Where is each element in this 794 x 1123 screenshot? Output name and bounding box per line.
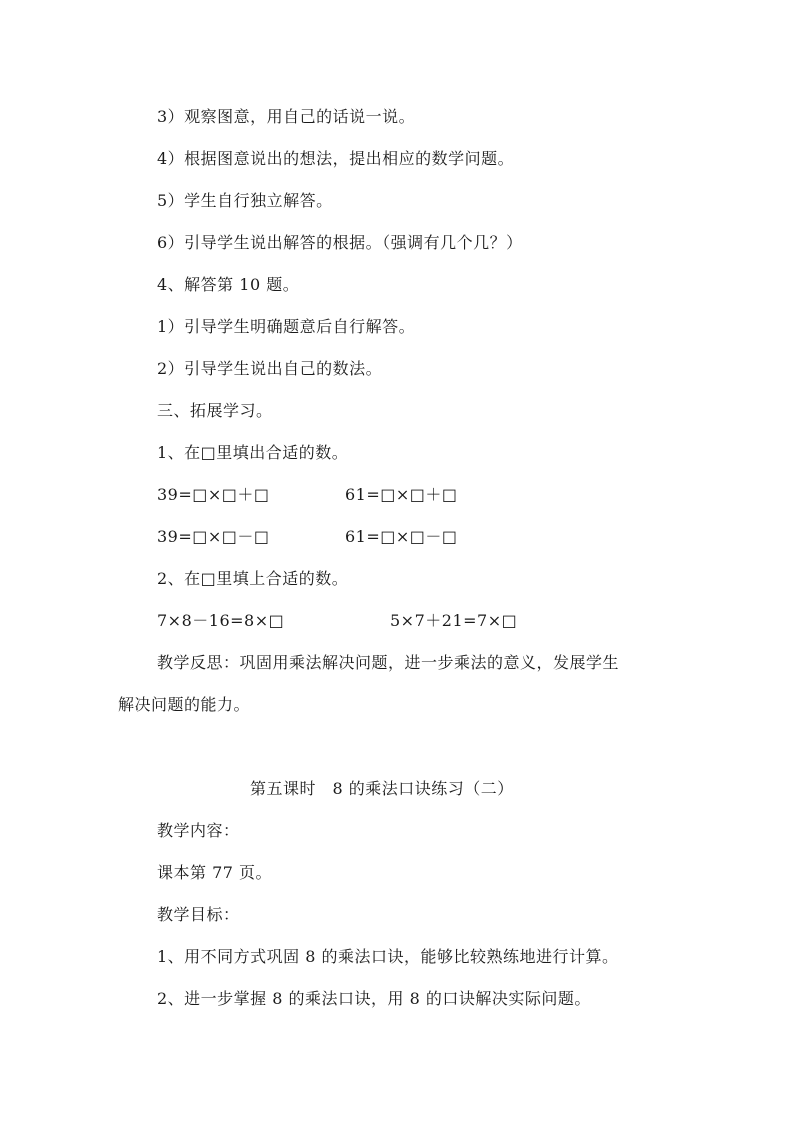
- text-line: 教学内容：: [157, 821, 240, 840]
- text-line: 2）引导学生说出自己的数法。: [157, 359, 383, 378]
- reflection-text: 教学反思：巩固用乘法解决问题，进一步乘法的意义，发展学生: [157, 653, 620, 672]
- text-line: 4）根据图意说出的想法，提出相应的数学问题。: [157, 149, 515, 168]
- reflection-text: 解决问题的能力。: [118, 695, 251, 714]
- equation: 39=□×□＋□: [157, 485, 270, 504]
- equation: 61=□×□＋□: [345, 485, 458, 504]
- text-line: 5）学生自行独立解答。: [157, 191, 333, 210]
- equation: 39=□×□－□: [157, 527, 270, 546]
- objective-item: 1、用不同方式巩固 8 的乘法口诀，能够比较熟练地进行计算。: [157, 947, 619, 966]
- lesson-title: 第五课时 8 的乘法口诀练习（二）: [250, 779, 514, 798]
- text-line: 2、在□里填上合适的数。: [157, 569, 349, 588]
- text-line: 6）引导学生说出解答的根据。（强调有几个几？）: [157, 233, 523, 252]
- objective-item: 2、进一步掌握 8 的乘法口诀，用 8 的口诀解决实际问题。: [157, 989, 591, 1008]
- text-line: 1）引导学生明确题意后自行解答。: [157, 317, 416, 336]
- equation: 61=□×□－□: [345, 527, 458, 546]
- text-line: 课本第 77 页。: [157, 863, 273, 882]
- equation: 7×8－16=8×□: [157, 611, 285, 630]
- text-line: 4、解答第 10 题。: [157, 275, 300, 294]
- section-heading: 三、拓展学习。: [157, 401, 273, 420]
- text-line: 3）观察图意，用自己的话说一说。: [157, 107, 416, 126]
- text-line: 1、在□里填出合适的数。: [157, 443, 349, 462]
- text-line: 教学目标：: [157, 905, 240, 924]
- equation: 5×7＋21=7×□: [390, 611, 518, 630]
